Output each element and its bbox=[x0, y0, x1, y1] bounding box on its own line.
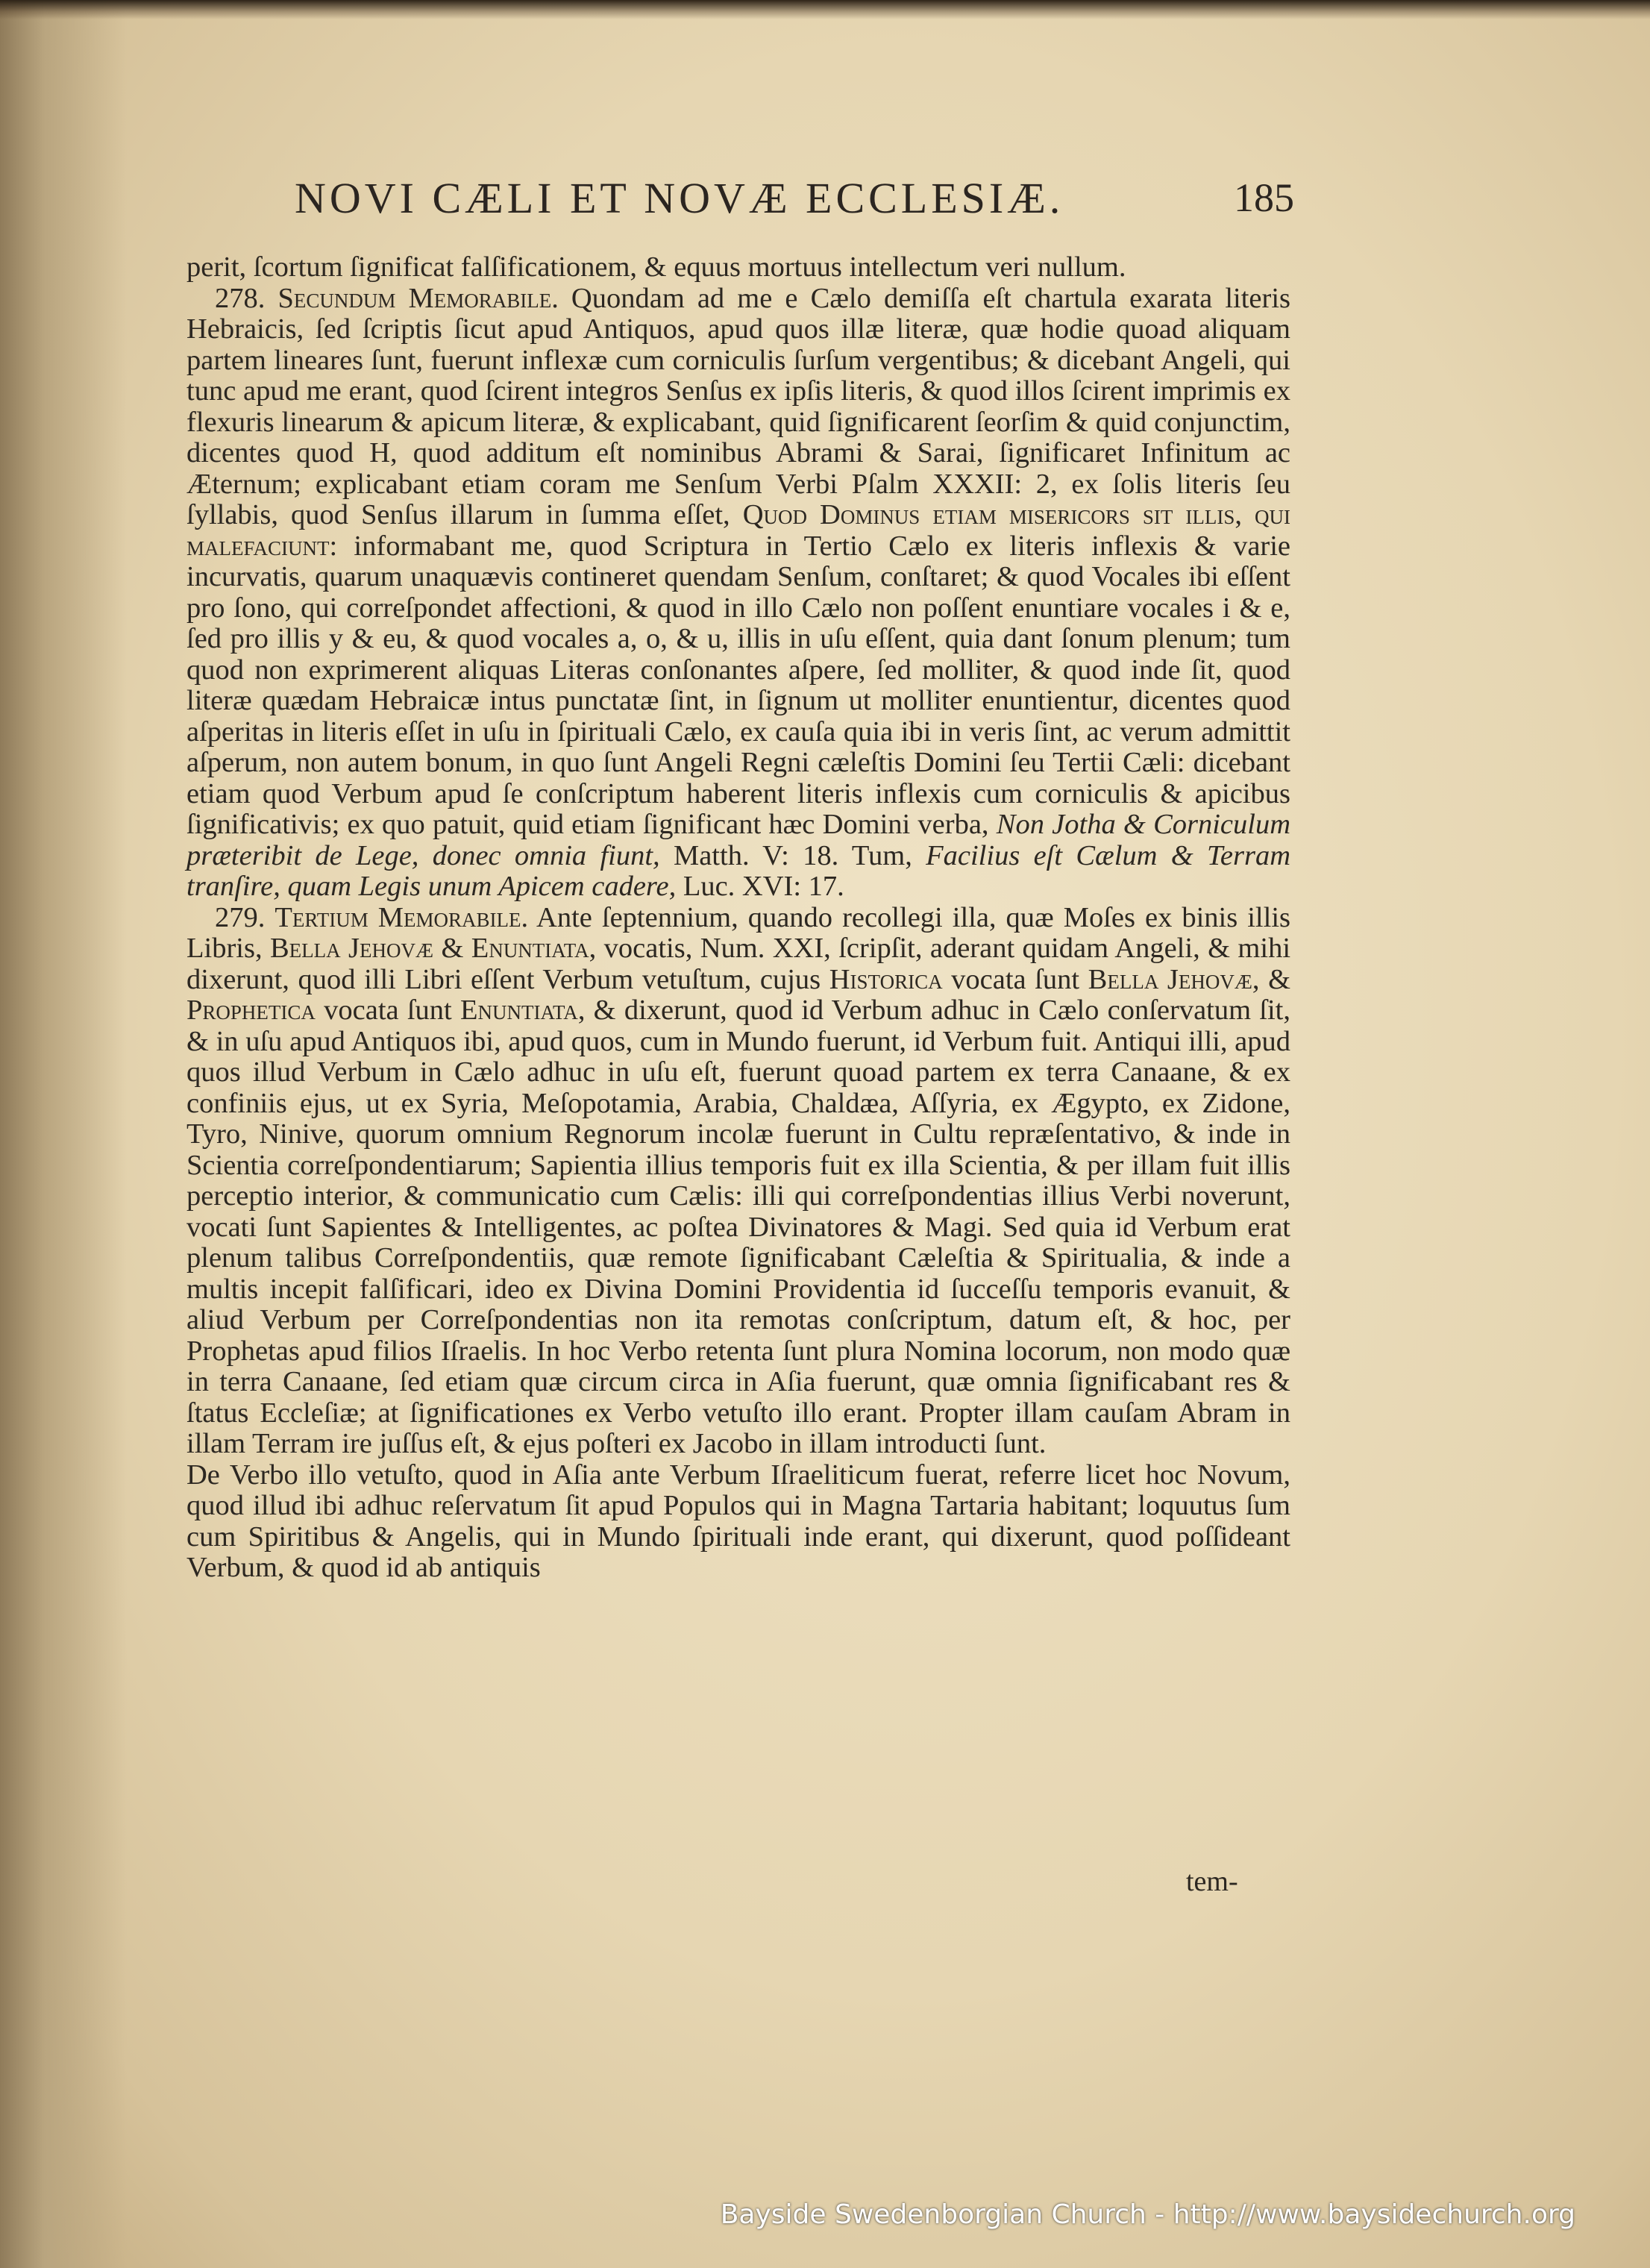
paragraph-text: , vocatis, Num. XXI, ſcripſit, aderant quidam Angeli, & mihi dixerunt, quod illi Libri eſſent Verbum vetuſtum, cujus bbox=[186, 933, 1291, 995]
citation: Luc. XVI: 17. bbox=[683, 871, 844, 902]
paragraph-278 bbox=[186, 284, 1290, 903]
paragraph-text: Quondam ad me e Cælo demiſſa eſt chartula exarata literis Hebraicis, ſed ſcriptis ſicut apud Antiquos, apud quos illæ literæ, quæ hodie quoad aliquam partem lineares ſunt, fuerunt inflexæ cum corniculis ſurſum vergentibus; & dicebant Angeli, qui tunc apud me erant, quod ſcirent integros Senſus ex ipſis literis, & quod illos ſcirent imprimis ex flexuris linearum & apicum literæ, & explicabant, quid ſignificarent ſeorſim & quid conjunctim, dicentes quod H, quod additum eſt nominibus Abrami & Sarai, ſignificaret Infinitum ac Æternum; explicabant etiam coram me Senſum Verbi Pſalm XXXII: 2, ex ſolis literis ſeu ſyllabis, quod Senſus illarum in ſumma eſſet, bbox=[186, 282, 1291, 530]
section-heading: Tertium Memorabile. bbox=[275, 901, 529, 933]
paragraph-text: Ante ſeptennium, quando recollegi illa, quæ Moſes ex binis illis Libris, bbox=[186, 901, 1290, 964]
paragraph-text: , & bbox=[1252, 963, 1291, 995]
paragraph-text: & bbox=[441, 933, 464, 964]
emphasis-text: Enuntiata bbox=[459, 994, 578, 1026]
quotation-italic: Facilius eſt Cælum & Terram tranſire, quam Legis unum Apicem cadere, bbox=[186, 839, 1291, 902]
paragraph-final bbox=[186, 1460, 1290, 1584]
quotation-italic: Non Jotha & Corniculum præteribit de Lege, donec omnia fiunt, bbox=[186, 809, 1291, 871]
paragraph-text: vocata ſunt bbox=[951, 963, 1080, 995]
text-block bbox=[186, 252, 1290, 1584]
paragraph-text: vocata ſunt bbox=[324, 994, 452, 1026]
page-number: 185 bbox=[1234, 175, 1294, 220]
emphasis-text: Historica bbox=[829, 963, 943, 995]
page-header bbox=[295, 173, 1294, 233]
paragraph-continuation bbox=[186, 252, 1290, 284]
section-number: 278. bbox=[215, 282, 266, 314]
emphasis-text: Prophetica bbox=[186, 994, 316, 1026]
citation: Matth. V: 18. Tum, bbox=[673, 839, 912, 871]
section-heading: Secundum Memorabile. bbox=[277, 282, 559, 314]
emphasis-text: Bella Jehovæ bbox=[1088, 963, 1252, 995]
running-title: NOVI CÆLI ET NOVÆ ECCLESIÆ. bbox=[295, 174, 1064, 222]
paragraph-279 bbox=[186, 903, 1290, 1460]
catchword: tem- bbox=[1186, 1866, 1238, 1897]
paragraph-text: De Verbo illo vetuſto, quod in Aſia ante Verbum Iſraeliticum fuerat, referre licet hoc Novum, quod illud ibi adhuc reſervatum ſit apud Populos qui in Magna Tartaria habitant; loquutus ſum cum Spiritibus & Angelis, qui in Mundo ſpirituali inde erant, qui dixerunt, quod poſſideant Verbum, & quod id ab antiquis bbox=[186, 1459, 1290, 1583]
paragraph-text: informabant me, quod Scriptura in Tertio Cælo ex literis inflexis & varie incurvatis, quarum unaquævis contineret quendam Senſum, conſtaret; & quod Vocales ibi eſſent pro ſono, qui correſpondet affectioni, & quod in illo Cælo non poſſent enuntiare vocales i & e, ſed pro illis y & eu, & quod vocales a, o, & u, illis in uſu eſſent, quia dant ſonum plenum; tum quod non exprimerent aliquas Literas conſonantes aſpere, ſed molliter, & quod inde ſit, quod literæ quædam Hebraicæ intus punctatæ ſint, in ſignum ut molliter enuntientur, dicentes quod aſperitas in literis eſſet in uſu in ſpirituali Cælo, ex cauſa quia ibi in veris ſint, ac verum admittit aſperum, non autem bonum, in quo ſunt Angeli Regni cæleſtis Domini ſeu Tertii Cæli: dicebant etiam quod Verbum apud ſe conſcriptum haberent literis inflexis cum corniculis & apicibus ſignificativis; ex quo patuit, quid etiam ſignificant hæc Domini verba, bbox=[186, 530, 1291, 840]
emphasis-text: Enuntiata bbox=[471, 933, 589, 964]
watermark-text: Bayside Swedenborgian Church - http://www.baysidechurch.org bbox=[720, 2199, 1575, 2230]
paragraph-text: perit, ſcortum ſignificat falſificationem, & equus mortuus intellectum veri nullum. bbox=[186, 251, 1126, 283]
emphasis-text: Bella Jehovæ bbox=[270, 933, 434, 964]
emphasis-text: Quod Dominus etiam misericors sit illis, qui malefaciunt: bbox=[186, 499, 1291, 562]
paragraph-text: , & dixerunt, quod id Verbum adhuc in Cælo conſervatum ſit, & in uſu apud Antiquos ibi, apud quos, cum in Mundo fuerunt, id Verbum fuit. Antiqui illi, apud quos illud Verbum in Cælo adhuc in uſu eſt, fuerunt quoad partem ex terra Canaane, & ex confiniis ejus, ut ex Syria, Meſopotamia, Arabia, Chaldæa, Aſſyria, ex Ægypto, ex Zidone, Tyro, Ninive, quorum omnium Regnorum incolæ fuerunt in Cultu repræſentativo, & inde in Scientia correſpondentiarum; Sapientia illius temporis fuit ex illa Scientia, & per illam fuit illis perceptio interior, & communicatio cum Cælis: illi qui correſpondentias illius Verbi noverunt, vocati ſunt Sapientes & Intelligentes, ac poſtea Divinatores & Magi. Sed quia id Verbum erat plenum talibus Correſpondentiis, quæ remote ſignificabant Cæleſtia & Spiritualia, & inde a multis incepit falſificari, ideo ex Divina Domini Providentia id ſucceſſu temporis evanuit, & aliud Verbum per Correſpondentias non ita remotas conſcriptum, datum eſt, & hoc, per Prophetas apud filios Iſraelis. In hoc Verbo retenta ſunt plura Nomina locorum, non modo quæ in terra Canaane, ſed etiam quæ circum circa in Aſia fuerunt, quæ omnia ſignificabant res & ſtatus Eccleſiæ; at ſignificationes ex Verbo vetuſto illo erant. Propter illam cauſam Abram in illam Terram ire juſſus eſt, & ejus poſteri ex Jacobo in illam introducti ſunt. bbox=[186, 994, 1291, 1459]
section-number: 279. bbox=[215, 901, 266, 933]
